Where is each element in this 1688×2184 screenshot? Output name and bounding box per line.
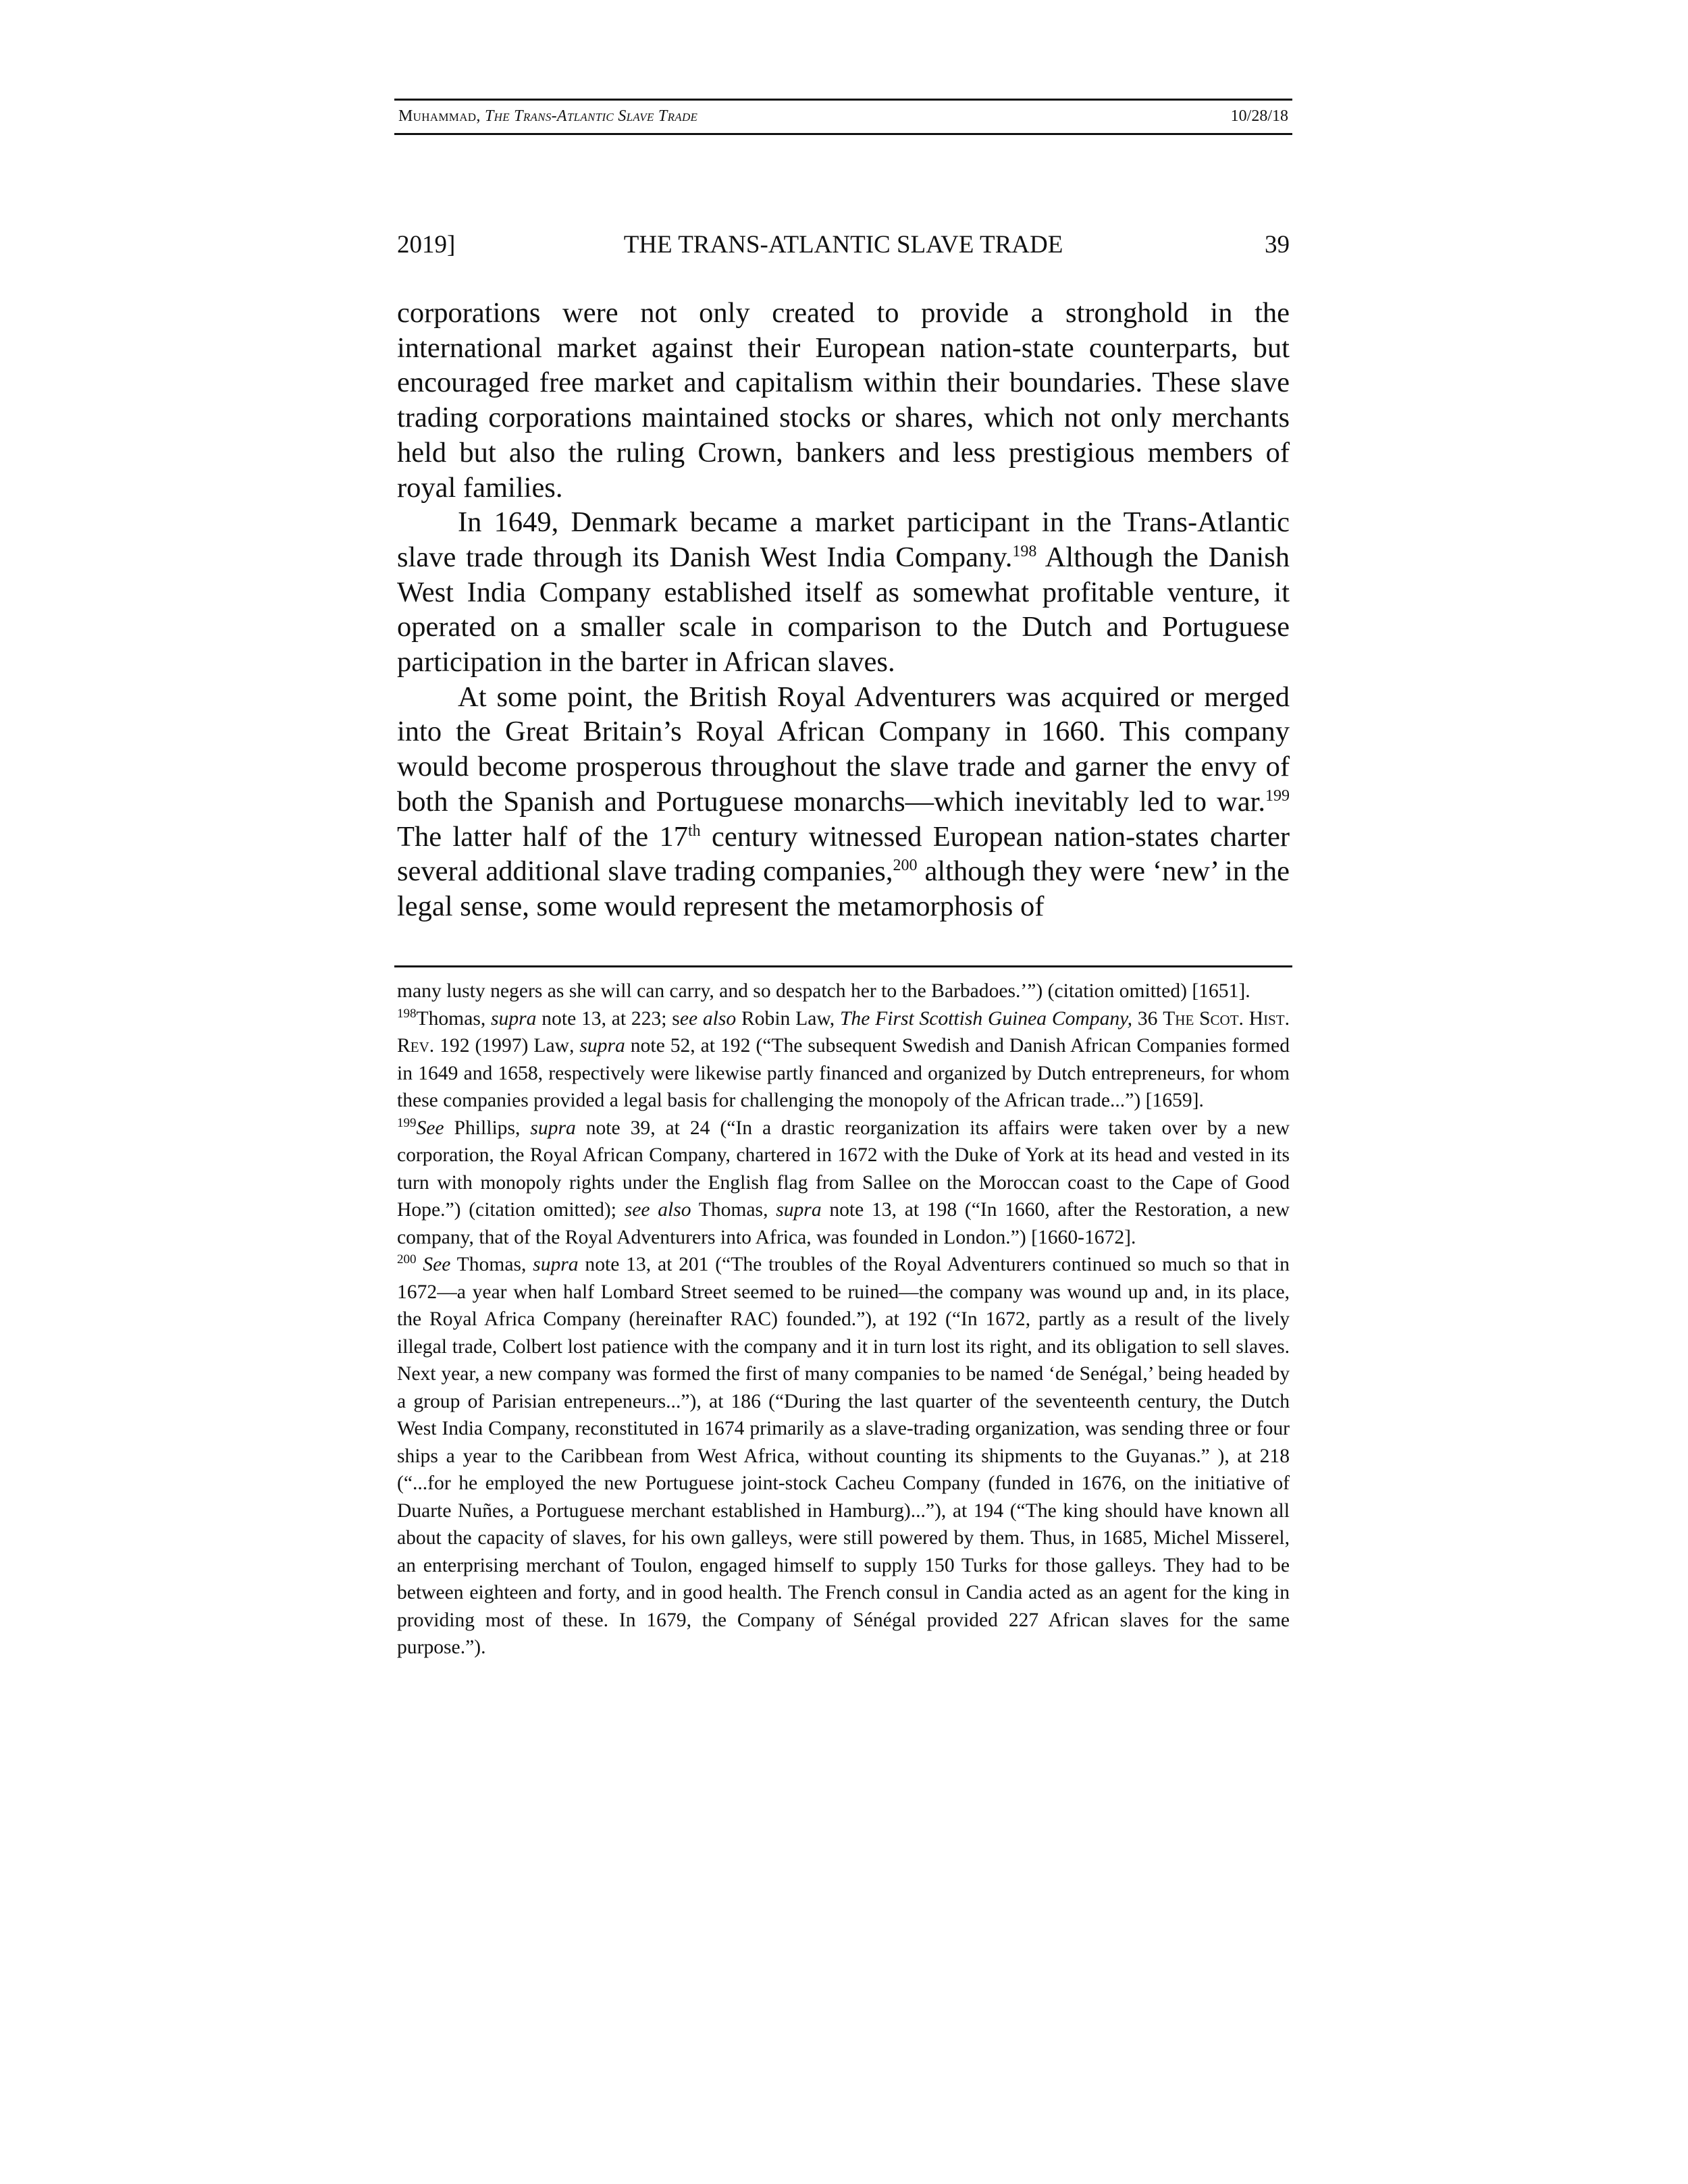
page-header-title: THE TRANS-ATLANTIC SLAVE TRADE <box>623 231 1063 259</box>
page-number: 39 <box>1265 231 1290 259</box>
running-head-author: Muhammad <box>398 107 477 125</box>
body-paragraph-3: At some point, the British Royal Adventurers was acquired or merged into the Great Britain’s Royal African Company in 1660. This company would become prosperous throughout the slave trade and garner the envy of both the Spanish and Portuguese monarchs—which inevitably led to war.$^{199}$ The latter half of the 17th century witnessed European nation-states charter several additional slave trading companies,$^{200}$ although they were ‘new’ in the legal sense, some would represent the metamorphosis of <box>397 681 1290 922</box>
body-paragraph-2: In 1649, Denmark became a market participant in the Trans-Atlantic slave trade through its Danish West India Company.$^{198}$ Although the Danish West India Company established itself as somewhat profitable venture, it operated on a smaller scale in comparison to the Dutch and Portuguese participation in the barter in African slaves. <box>397 506 1290 678</box>
body-paragraph-1: corporations were not only created to provide a stronghold in the international market against their European nation-state counterparts, but encouraged free market and capitalism within their boundaries. These slave trading corporations maintained stocks or shares, which not only merchants held but also the ruling Crown, bankers and less prestigious members of royal families. <box>397 297 1290 504</box>
body-text <box>397 296 1290 924</box>
page-header <box>397 228 1290 262</box>
footnote-199: $^{199}$See Phillips, supra note 39, at 24 (“In a drastic reorganization its affairs were taken over by a new corporation, the Royal African Company, chartered in 1672 with the Duke of York at its head and vested in its turn with monopoly rights under the English flag from Sallee on the Moroccan coast to the Cape of Good Hope.”) (citation omitted); see also Thomas, supra note 13, at 198 (“In 1660, after the Restoration, a new company, that of the Royal Adventurers into Africa, was founded in London.”) [1660-1672]. <box>397 1115 1290 1248</box>
footnotes <box>397 978 1290 1661</box>
footnote-ref-200[interactable]: 200 <box>893 857 918 875</box>
page-header-year: 2019] <box>397 231 456 259</box>
footnote-divider <box>394 965 1292 967</box>
running-head-short-title: The Trans-Atlantic Slave Trade <box>484 107 698 125</box>
running-head-date: 10/28/18 <box>1230 107 1288 125</box>
running-head-left: Muhammad, The Trans-Atlantic Slave Trade <box>398 107 698 125</box>
footnote-continuation: many lusty negers as she will can carry, and so despatch her to the Barbadoes.’”) (citation omitted) [1651]. <box>397 980 1250 1002</box>
footnote-ref-198[interactable]: 198 <box>1012 542 1037 560</box>
footnote-198: $^{198}$Thomas, supra note 13, at 223; see also Robin Law, The First Scottish Guinea Company, 36 The Scot. Hist. Rev. 192 (1997) Law, supra note 52, at 192 (“The subsequent Swedish and Danish African Companies formed in 1649 and 1658, respectively were likewise partly financed and organized by Dutch entrepreneurs, for whom these companies provided a legal basis for challenging the monopoly of the African trade...”) [1659]. <box>397 1006 1290 1111</box>
footnote-ref-199[interactable]: 199 <box>1265 787 1290 805</box>
running-head <box>394 99 1292 135</box>
footnote-200: $^{200}$ See Thomas, supra note 13, at 201 (“The troubles of the Royal Adventurers continued so much so that in 1672—a year when half Lombard Street seemed to be ruined—the company was wound up and, in its place, the Royal Africa Company (hereinafter RAC) founded.”), at 192 (“In 1672, partly as a result of the lively illegal trade, Colbert lost patience with the company and it in turn lost its right, and its obligation to sell slaves. Next year, a new company was formed the first of many companies to be named ‘de Senégal,’ being headed by a group of Parisian entrepeneurs...”), at 186 (“During the last quarter of the seventeenth century, the Dutch West India Company, reconstituted in 1674 primarily as a slave-trading organization, was sending three or four ships a year to the Caribbean from West Africa, without counting its shipments to the Guyanas.” ), at 218 (“...for he employed the new Portuguese joint-stock Cacheu Company (funded in 1676, on the initiative of Duarte Nuñes, a Portuguese merchant established in Hamburg)...”), at 194 (“The king should have known all about the capacity of slaves, for his own galleys, were still powered by them. Thus, in 1685, Michel Misserel, an enterprising merchant of Toulon, engaged himself to supply 150 Turks for those galleys. They had to be between eighteen and forty, and in good health. The French consul in Candia acted as an agent for the king in providing most of these. In 1679, the Company of Sénégal provided 227 African slaves for the same purpose.”). <box>397 1252 1290 1658</box>
